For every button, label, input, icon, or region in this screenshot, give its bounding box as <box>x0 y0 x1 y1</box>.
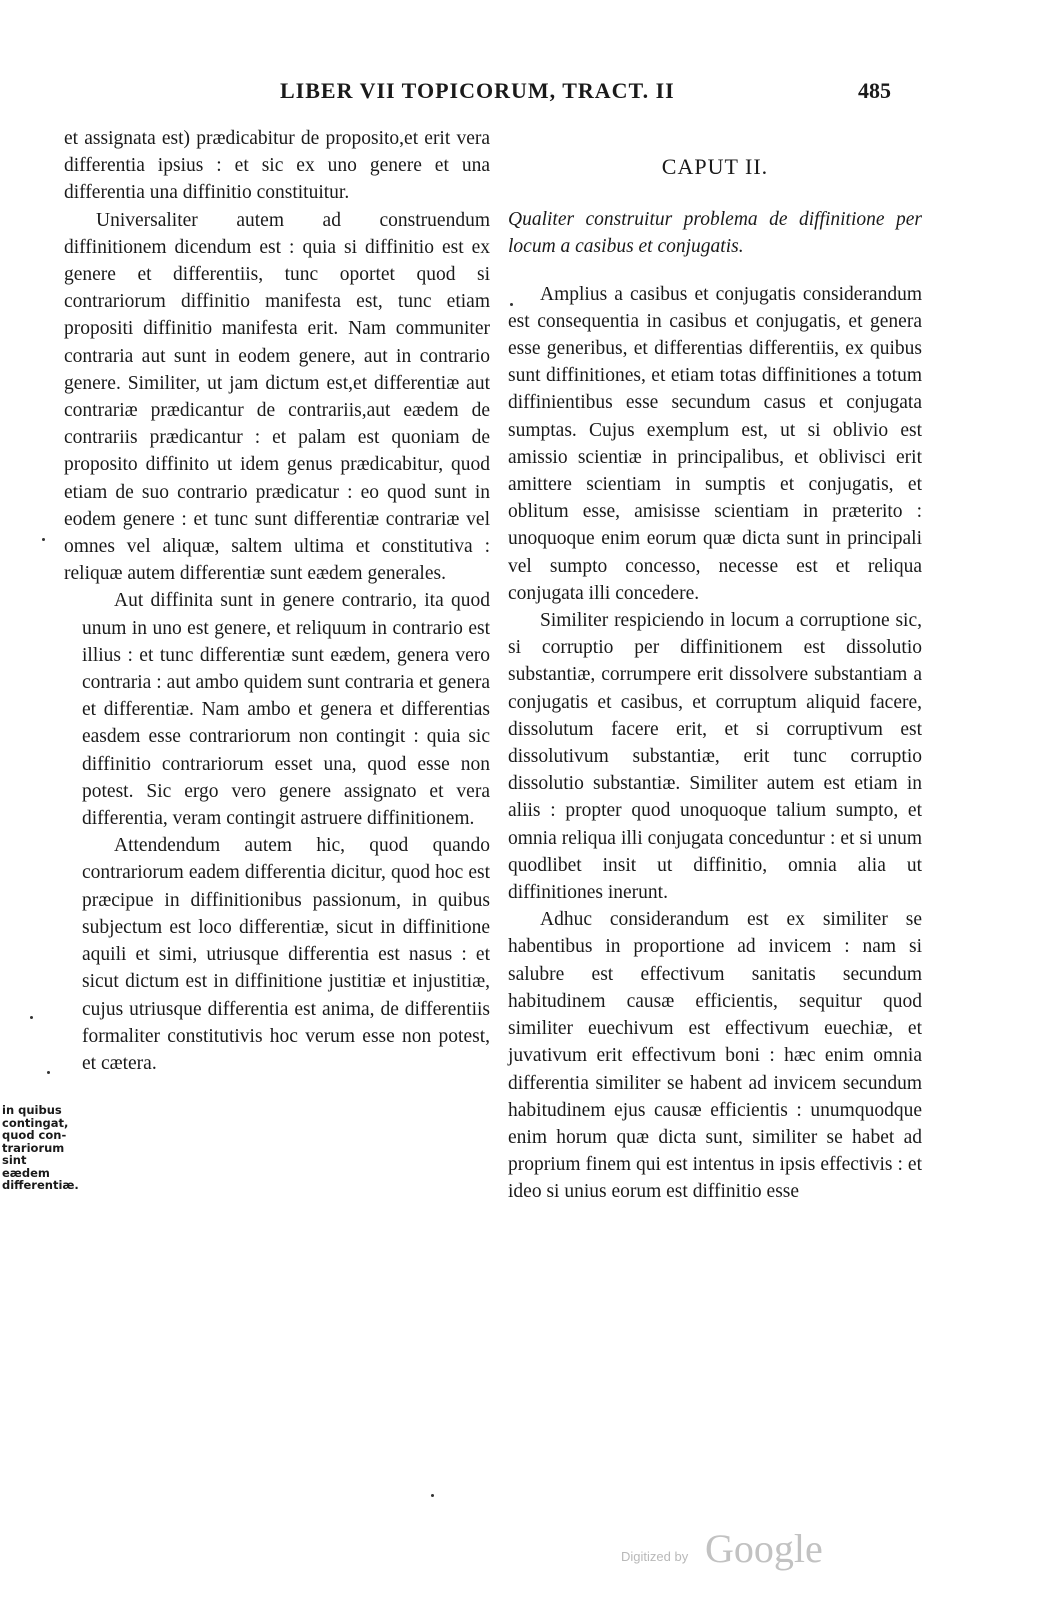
paragraph: Amplius a casibus et conjugatis considerandum est consequentia in casibus et conjugatis, et genera esse generibus, et differentias differentiis, ex quibus sunt diffinitiones, et etiam totas diffinitiones a totum diffinientibus esse secundum casus et conjugata sumptas. Cujus exemplum est, ut si oblivio est amissio scientiæ in principalibus, et oblivisci erit amittere scientiam in sumptis et conjugatis, et oblitum esse, amisisse scientiam in præterito : unoquoque enim eorum quæ dicta sunt in principali vel sumpto concesso, necesse est et reliqua conjugata illi concedere. <box>508 283 922 604</box>
margin-note <box>2 1103 79 1192</box>
paragraph: et assignata est) prædicabitur de proposito,et erit vera differentia ipsius : et sic ex uno genere et una differentia una diffinitio constituitur. <box>64 128 490 204</box>
margin-note-line: contingat, <box>2 1115 69 1130</box>
page-number: 485 <box>858 78 891 103</box>
margin-note-line: in quibus <box>2 1103 62 1117</box>
speck-mark <box>431 1494 434 1497</box>
running-title: LIBER VII TOPICORUM, TRACT. II <box>280 78 675 103</box>
margin-note-line: trariorum <box>2 1140 65 1155</box>
speck-mark <box>30 1016 33 1019</box>
right-column <box>508 125 922 1206</box>
margin-note-line: quod con- <box>2 1128 67 1142</box>
margin-note-line: sint eædem <box>2 1153 50 1180</box>
paragraph: Adhuc considerandum est ex similiter se habentibus in proportione ad invicem : nam si salubre est effectivum sanitatis secundum habitudinem causæ efficientis, sequitur quod similiter euechivum est effectivum euechiæ, et juvativum erit effectivum boni : hæc enim omnia differentia similiter se habent ad invicem secundum habitudinem ejus causæ efficientis : unumquodque enim horum quæ dicta sunt, similiter se habet ad proprium finem qui est intentus in ipsis effectivis : et ideo si unius eorum est diffinitio esse <box>508 909 922 1203</box>
speck-mark <box>42 538 45 541</box>
chapter-summary: Qualiter construitur problema de diffinitione per locum a casibus et conjugatis. <box>508 209 922 258</box>
paragraph: Universaliter autem ad construendum diffinitionem dicendum est : quia si diffinitio est ex genere et differentiis, tunc oportet quod si contrariorum diffinitio manifesta est, tunc etiam propositi diffinitio manifesta erit. Nam communiter contraria aut sunt in eodem genere, aut in contrario genere. Similiter, ut jam dictum est,et differentiæ aut contrariæ prædicantur de contrariis,aut eædem de contrariis prædicantur : et palam est quoniam de proposito diffinito ut idem genus prædicabitur, quod etiam de suo contrario prædicatur : eo quod sunt in eodem genere : et tunc sunt differentiæ contrariæ vel omnes vel aliquæ, saltem ultima et constitutiva : reliquæ autem differentiæ sunt eædem generales. <box>64 209 490 585</box>
paragraph: Similiter respiciendo in locum a corruptione sic, si corruptio per diffinitionem est dissolutio substantiæ, corrumpere erit dissolvere substantiam a conjugatis et casibus, et corruptum aliquid facere, dissolutum facere erit, et si corruptivum est dissolutivum substantiæ, erit tunc corruptio dissolutio substantiæ. Similiter autem est etiam in aliis : propter quod unoquoque talium sumpto, et omnia reliqua illi conjugata conceduntur : et si unum quodlibet insit ut diffinitio, omnia alia ut diffinitiones inerunt. <box>508 610 922 904</box>
left-column <box>64 125 490 1077</box>
digitization-watermark <box>621 1525 851 1581</box>
digitized-label: Digitized by <box>621 1549 689 1564</box>
speck-mark <box>510 303 513 306</box>
margin-note-line: differentiæ. <box>2 1178 79 1192</box>
chapter-title: CAPUT II. <box>661 154 769 179</box>
paragraph: Aut diffinita sunt in genere contrario, ita quod unum in uno est genere, et reliquum in contrario est illius : et tunc differentiæ sunt eædem, genera vero contraria : aut ambo quidem sunt contraria et genera et differentiæ. Nam ambo et genera et differentias easdem esse contrariorum non contingit : quia sic diffinitio contrariorum esset una, quod esse non potest. Sic ergo vero genere assignato et vera differentia, veram contingit astruere diffinitionem. <box>82 590 490 830</box>
paragraph: Attendendum autem hic, quod quando contrariorum eadem differentia dicitur, quod hoc est præcipue in diffinitionibus passionum, in quibus subjectum est loco differentiæ, sicut in diffinitione aquili et simi, utriusque differentia est nasus : et sicut dictum est in diffinitione justitiæ et injustitiæ, cujus utriusque differentia est anima, de differentiis formaliter constitutivis hoc verum esse non potest, et cætera. <box>82 835 490 1074</box>
google-logo: Google <box>705 1526 823 1571</box>
speck-mark <box>47 1071 50 1074</box>
page-header <box>0 78 1049 112</box>
